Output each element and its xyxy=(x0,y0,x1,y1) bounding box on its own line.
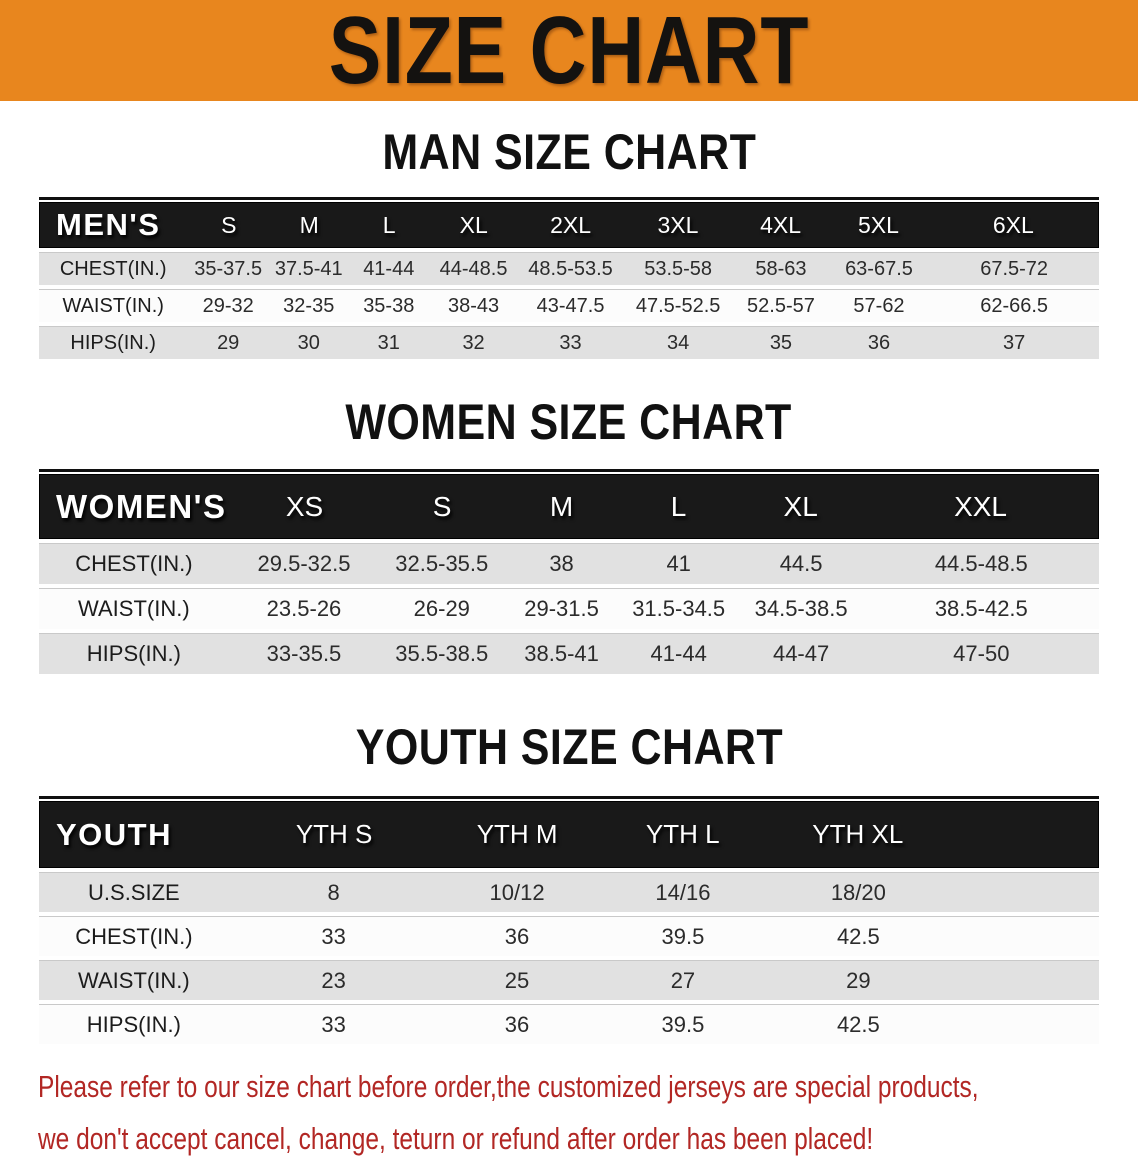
men-size-table xyxy=(39,197,1099,359)
size-value-cell: 23 xyxy=(321,967,346,993)
table-row xyxy=(39,633,1099,674)
size-column-header: XS xyxy=(285,490,324,522)
size-value-cell: 39.5 xyxy=(661,923,705,949)
size-column-header: S xyxy=(432,490,452,522)
section-men xyxy=(0,123,1138,359)
size-value-cell: 62-66.5 xyxy=(980,294,1049,317)
size-value-cell: 36 xyxy=(504,923,530,949)
size-value-cell: 47.5-52.5 xyxy=(635,294,721,317)
size-value-cell: 29-32 xyxy=(202,294,254,317)
row-label: HIPS(IN.) xyxy=(70,331,156,354)
size-value-cell: 53.5-58 xyxy=(644,257,713,280)
size-column-header: M xyxy=(299,211,319,238)
row-label: WAIST(IN.) xyxy=(78,596,190,621)
disclaimer-line-1 xyxy=(38,1064,1100,1116)
size-value-cell: 29.5-32.5 xyxy=(257,551,351,576)
banner-title: SIZE CHART xyxy=(328,0,810,104)
size-value-cell: 43-47.5 xyxy=(536,294,605,317)
size-value-cell: 31 xyxy=(377,331,400,354)
row-label: CHEST(IN.) xyxy=(75,551,193,576)
size-value-cell: 23.5-26 xyxy=(266,596,342,621)
size-value-cell: 32-35 xyxy=(283,294,335,317)
table-row xyxy=(39,872,1099,912)
size-column-header: YTH M xyxy=(476,819,558,849)
size-value-cell: 58-63 xyxy=(755,257,807,280)
youth-section-heading-text: YOUTH SIZE CHART xyxy=(355,719,783,775)
size-column-header: L xyxy=(382,211,396,238)
group-label: MEN'S xyxy=(56,207,161,242)
size-column-header: L xyxy=(670,490,687,522)
men-section-heading xyxy=(0,123,1138,181)
size-value-cell: 18/20 xyxy=(830,879,886,905)
size-column-header: 2XL xyxy=(550,211,591,238)
size-value-cell: 35 xyxy=(769,331,793,354)
size-value-cell: 33-35.5 xyxy=(266,641,342,666)
row-label: CHEST(IN.) xyxy=(59,257,167,280)
size-value-cell: 26-29 xyxy=(413,596,470,621)
table-row xyxy=(39,1004,1099,1044)
size-value-cell: 29 xyxy=(217,331,240,354)
size-value-cell: 29-31.5 xyxy=(524,596,599,621)
size-value-cell: 41-44 xyxy=(650,641,707,666)
table-header-row xyxy=(39,474,1099,539)
table-row xyxy=(39,588,1099,629)
size-value-cell: 34 xyxy=(667,331,690,354)
youth-size-table xyxy=(39,796,1099,1044)
youth-section-heading xyxy=(0,718,1138,776)
size-value-cell: 47-50 xyxy=(953,641,1010,666)
section-women xyxy=(0,393,1138,674)
size-value-cell: 63-67.5 xyxy=(845,257,913,280)
size-value-cell: 38.5-41 xyxy=(524,641,599,666)
size-value-cell: 33 xyxy=(321,1011,346,1037)
size-value-cell: 52.5-57 xyxy=(747,294,815,317)
size-value-cell: 48.5-53.5 xyxy=(528,257,613,280)
size-value-cell: 10/12 xyxy=(489,879,545,905)
size-column-header: XL xyxy=(459,211,488,238)
size-value-cell: 41-44 xyxy=(363,257,415,280)
size-value-cell: 36 xyxy=(504,1011,530,1037)
size-value-cell: 67.5-72 xyxy=(980,257,1049,280)
section-youth xyxy=(0,718,1138,1044)
table-row xyxy=(39,916,1099,956)
size-chart-banner xyxy=(0,0,1138,104)
size-value-cell: 29 xyxy=(846,967,871,993)
women-size-table xyxy=(39,469,1099,674)
size-value-cell: 14/16 xyxy=(655,879,711,905)
size-column-header: YTH XL xyxy=(812,819,904,849)
size-value-cell: 8 xyxy=(327,879,340,905)
disclaimer-line-2-text: we don't accept cancel, change, teturn or refund after order has been placed! xyxy=(38,1121,874,1156)
row-label: HIPS(IN.) xyxy=(86,641,181,666)
table-row xyxy=(39,543,1099,584)
size-column-header: 5XL xyxy=(857,211,899,238)
group-label: WOMEN'S xyxy=(56,487,227,525)
size-value-cell: 30 xyxy=(297,331,320,354)
row-label: HIPS(IN.) xyxy=(86,1011,181,1037)
size-value-cell: 38-43 xyxy=(447,294,500,317)
size-value-cell: 38 xyxy=(549,551,574,576)
size-value-cell: 32.5-35.5 xyxy=(395,551,489,576)
size-column-header: 3XL xyxy=(657,211,699,238)
size-value-cell: 37 xyxy=(1003,331,1026,354)
size-column-header: 6XL xyxy=(992,211,1034,238)
disclaimer xyxy=(0,1044,1138,1168)
size-value-cell: 44-48.5 xyxy=(439,257,508,280)
table-row xyxy=(39,289,1099,322)
size-column-header: M xyxy=(549,490,574,522)
women-section-heading-text: WOMEN SIZE CHART xyxy=(345,394,793,450)
size-value-cell: 33 xyxy=(321,923,346,949)
size-value-cell: 31.5-34.5 xyxy=(632,596,726,621)
size-value-cell: 32 xyxy=(462,331,485,354)
size-value-cell: 35-38 xyxy=(363,294,415,317)
women-section-heading xyxy=(0,393,1138,451)
row-label: U.S.SIZE xyxy=(88,879,180,905)
size-value-cell: 57-62 xyxy=(853,294,905,317)
size-column-header: YTH S xyxy=(295,819,373,849)
size-column-header: YTH L xyxy=(645,819,720,849)
size-value-cell: 37.5-41 xyxy=(274,257,343,280)
size-value-cell: 35.5-38.5 xyxy=(395,641,489,666)
table-row xyxy=(39,960,1099,1000)
size-column-header: XL xyxy=(783,490,818,522)
size-value-cell: 44.5 xyxy=(779,551,823,576)
size-value-cell: 25 xyxy=(504,967,530,993)
size-value-cell: 41 xyxy=(666,551,691,576)
size-value-cell: 34.5-38.5 xyxy=(754,596,848,621)
size-column-header: XXL xyxy=(954,490,1007,522)
men-section-heading-text: MAN SIZE CHART xyxy=(382,124,756,180)
size-value-cell: 44.5-48.5 xyxy=(934,551,1028,576)
group-label: YOUTH xyxy=(56,816,172,852)
table-header-row xyxy=(39,202,1099,248)
row-label: WAIST(IN.) xyxy=(78,967,190,993)
row-label: WAIST(IN.) xyxy=(62,294,164,317)
size-value-cell: 44-47 xyxy=(772,641,830,666)
table-row xyxy=(39,252,1099,285)
disclaimer-line-1-text: Please refer to our size chart before order,the customized jerseys are special products, xyxy=(38,1069,979,1104)
size-value-cell: 33 xyxy=(559,331,582,354)
size-value-cell: 42.5 xyxy=(836,923,880,949)
size-value-cell: 35-37.5 xyxy=(194,257,263,280)
table-row xyxy=(39,326,1099,359)
size-value-cell: 39.5 xyxy=(661,1011,705,1037)
disclaimer-line-2 xyxy=(38,1116,1100,1168)
size-value-cell: 36 xyxy=(867,331,891,354)
row-label: CHEST(IN.) xyxy=(75,923,193,949)
size-column-header: S xyxy=(221,211,237,238)
size-value-cell: 27 xyxy=(670,967,696,993)
size-value-cell: 42.5 xyxy=(836,1011,880,1037)
size-value-cell: 38.5-42.5 xyxy=(934,596,1028,621)
size-column-header: 4XL xyxy=(760,211,802,238)
table-header-row xyxy=(39,801,1099,868)
